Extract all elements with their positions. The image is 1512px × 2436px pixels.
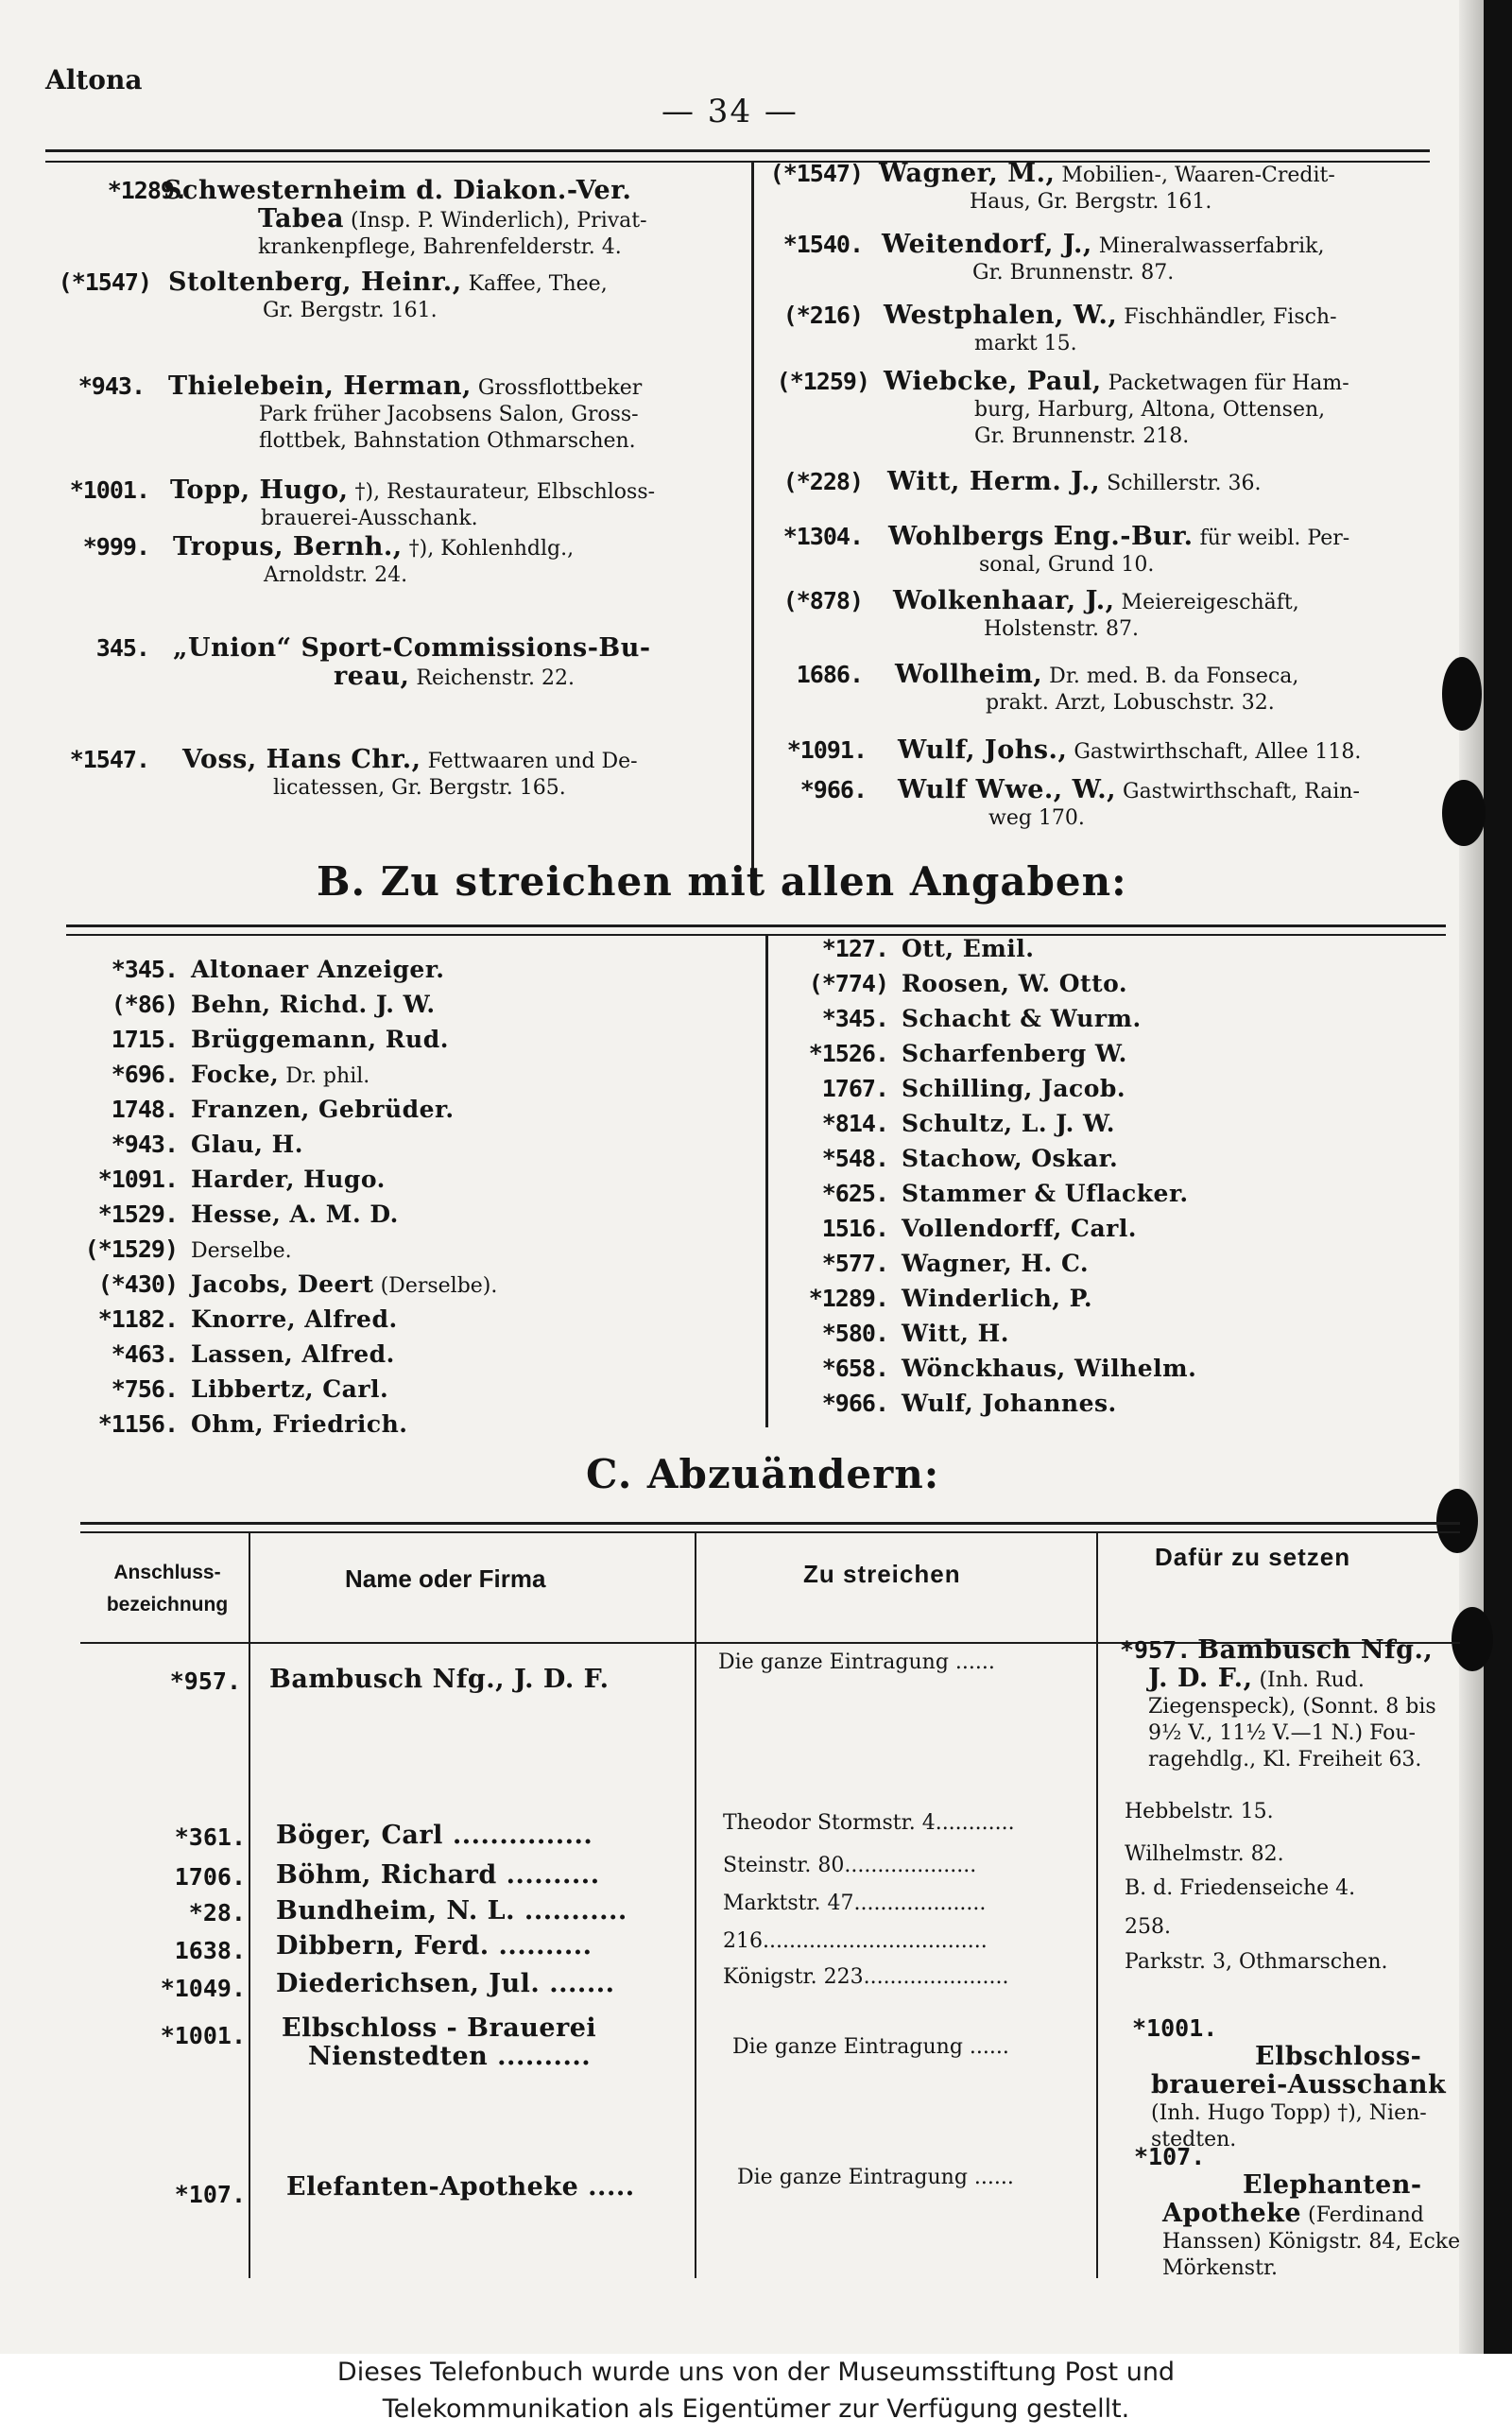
- strike-entry: [756, 1319, 1009, 1351]
- table-col-divider: [249, 1531, 250, 2278]
- row-set: Hebbelstr. 15.: [1125, 1800, 1274, 1823]
- entry-name: Schacht & Wurm.: [902, 1005, 1142, 1032]
- entry-detail: Gr. Brunnenstr. 218.: [974, 424, 1190, 448]
- entry-name: Ohm, Friedrich.: [191, 1410, 408, 1438]
- row-name: Böhm, Richard ..........: [276, 1860, 600, 1890]
- entry-number: *127.: [821, 935, 888, 962]
- entry-name: Roosen, W. Otto.: [902, 970, 1128, 997]
- entry-detail: Haus, Gr. Bergstr. 161.: [970, 190, 1212, 214]
- footer-line-2: Telekommunikation als Eigentümer zur Verfügung gestellt.: [382, 2394, 1130, 2424]
- row-remove: Die ganze Eintragung ......: [737, 2166, 1014, 2189]
- entry-number: *756.: [111, 1375, 178, 1403]
- entry-number: 1767.: [821, 1075, 888, 1102]
- entry-number: (*774): [808, 970, 888, 997]
- entry-name-line2: Tabea: [258, 204, 345, 233]
- entry-detail: Meiereigeschäft,: [1114, 591, 1299, 614]
- entry-number: *548.: [821, 1145, 888, 1172]
- entry-detail: licatessen, Gr. Bergstr. 165.: [273, 776, 566, 800]
- row-number: 1638.: [174, 1937, 246, 1964]
- entry-name: Witt, H.: [902, 1320, 1009, 1347]
- table-col-divider: [1096, 1531, 1098, 2278]
- entry-name: Wulf, Johs.,: [898, 735, 1068, 765]
- entry-number: 1516.: [821, 1215, 888, 1242]
- strike-entry: [45, 1339, 395, 1372]
- entry-name: Wollheim,: [895, 660, 1043, 689]
- entry-name: Franzen, Gebrüder.: [191, 1096, 455, 1123]
- entry-detail: Gr. Bergstr. 161.: [263, 299, 438, 322]
- entry-name: Wiebcke, Paul,: [884, 367, 1102, 396]
- entry-note: Derselbe.: [191, 1239, 292, 1263]
- strike-entry: [45, 1374, 388, 1407]
- strike-entry: [45, 1025, 449, 1057]
- strike-entry: [756, 1004, 1142, 1036]
- row-set: *1001. Elbschloss- brauerei-Ausschank (Inh. Hugo Topp) †), Nien- stedten.: [1132, 2014, 1447, 2151]
- table-col-divider: [695, 1531, 696, 2278]
- strike-entry: [756, 1284, 1092, 1316]
- entry-number: *1547.: [69, 746, 149, 773]
- entry-name: Scharfenberg W.: [902, 1040, 1127, 1067]
- entry-detail: markt 15.: [974, 332, 1077, 355]
- entry-number: *999.: [82, 533, 149, 561]
- entry-detail: Schillerstr. 36.: [1100, 472, 1262, 495]
- entry-detail: †), Kohlenhdlg.,: [402, 537, 575, 561]
- entry-detail: Kaffee, Thee,: [461, 272, 608, 296]
- entry-name: Stoltenberg, Heinr.,: [168, 268, 462, 297]
- strike-entry: [45, 1409, 407, 1442]
- entry-name: Wohlbergs Eng.-Bur.: [888, 522, 1194, 551]
- row-name: Elefanten-Apotheke .....: [286, 2172, 635, 2202]
- entry-detail: flottbek, Bahnstation Othmarschen.: [259, 429, 636, 453]
- entry-number: *966.: [799, 776, 867, 803]
- entry-name: Tropus, Bernh.,: [173, 532, 403, 561]
- entry-detail: sonal, Grund 10.: [979, 553, 1155, 577]
- entry-detail: Gastwirthschaft, Allee 118.: [1067, 740, 1362, 764]
- entry-number: (*1529): [84, 1235, 178, 1263]
- entry-name: Voss, Hans Chr.,: [182, 745, 421, 774]
- entry-number: *625.: [821, 1180, 888, 1207]
- entry-note: Dr. phil.: [279, 1064, 370, 1088]
- entry-number: *1091.: [786, 736, 867, 764]
- footer-line-1: Dieses Telefonbuch wurde uns von der Museumsstiftung Post und: [336, 2358, 1176, 2387]
- entry-name: Knorre, Alfred.: [191, 1305, 398, 1333]
- entry-number: *345.: [821, 1005, 888, 1032]
- row-remove: Steinstr. 80....................: [723, 1854, 977, 1877]
- row-number: *361.: [174, 1823, 246, 1851]
- entry-number: *1091.: [97, 1166, 178, 1193]
- strike-entry: [756, 1109, 1115, 1141]
- entry-name: Wagner, M.,: [879, 159, 1056, 188]
- strike-entry: [756, 1039, 1127, 1071]
- entry-detail: Fettwaaren und De-: [421, 750, 638, 773]
- entry-detail: weg 170.: [988, 806, 1085, 830]
- entry-number: *658.: [821, 1355, 888, 1382]
- entry-detail: Dr. med. B. da Fonseca,: [1042, 665, 1299, 688]
- strike-entry: [756, 934, 1035, 966]
- row-name: Elbschloss - Brauerei Nienstedten ..........: [282, 2013, 597, 2071]
- row-number: *1001.: [160, 2022, 246, 2049]
- strike-entry: [756, 1214, 1137, 1246]
- strike-entry: [45, 1270, 497, 1302]
- entry-number: (*228): [782, 468, 863, 495]
- entry-detail: Packetwagen für Ham-: [1101, 371, 1349, 395]
- table-top-rule: [80, 1522, 1460, 1525]
- entry-number: *1182.: [97, 1305, 178, 1333]
- entry-name: Thielebein, Herman,: [168, 371, 472, 401]
- entry-name: Altonaer Anzeiger.: [191, 956, 445, 983]
- strike-entry: [45, 1200, 399, 1232]
- entry-number: 1686.: [796, 661, 863, 688]
- entry-name: Witt, Herm. J.,: [887, 467, 1101, 496]
- entry-number: (*1547): [769, 160, 863, 187]
- row-remove: Theodor Stormstr. 4............: [723, 1811, 1015, 1835]
- row-remove: Die ganze Eintragung ......: [718, 1650, 995, 1674]
- entry-detail: für weibl. Per-: [1193, 527, 1350, 550]
- strike-entry: [756, 969, 1127, 1001]
- running-head: Altona: [45, 64, 143, 95]
- entry-number: *463.: [111, 1340, 178, 1368]
- entry-number: *345.: [111, 956, 178, 983]
- entry-name: Wolkenhaar, J.,: [893, 586, 1115, 615]
- ink-blot: [1436, 1489, 1478, 1553]
- entry-number: *577.: [821, 1250, 888, 1277]
- row-number: 1706.: [174, 1863, 246, 1891]
- top-rule: [45, 149, 1430, 152]
- entry-name: Lassen, Alfred.: [191, 1340, 395, 1368]
- entry-detail: Arnoldstr. 24.: [264, 563, 408, 587]
- entry-name: Behn, Richd. J. W.: [191, 991, 436, 1018]
- entry-name: Winderlich, P.: [902, 1285, 1093, 1312]
- page-edge-shadow: [1459, 0, 1484, 2354]
- header-name: Name oder Firma: [345, 1564, 546, 1593]
- entry-name: Wönckhaus, Wilhelm.: [902, 1355, 1197, 1382]
- entry-name: Hesse, A. M. D.: [191, 1201, 399, 1228]
- header-remove: Zu streichen: [803, 1560, 961, 1588]
- entry-number: 345.: [95, 634, 149, 662]
- entry-name: Westphalen, W.,: [884, 301, 1118, 330]
- entry-name: Stachow, Oskar.: [902, 1145, 1119, 1172]
- entry-detail: Gr. Brunnenstr. 87.: [972, 261, 1175, 285]
- entry-name: „Union“ Sport-Commissions-Bu-: [173, 633, 651, 663]
- entry-name: Glau, H.: [191, 1131, 303, 1158]
- strike-entry: [756, 1179, 1189, 1211]
- row-remove: 216..................................: [723, 1929, 988, 1953]
- entry-name: Topp, Hugo,: [170, 475, 349, 505]
- entry-number: 1715.: [111, 1026, 178, 1053]
- section-c-title: C. Abzuändern:: [586, 1451, 940, 1497]
- entry-number: 1748.: [111, 1096, 178, 1123]
- strike-entry: [45, 990, 436, 1022]
- entry-number: *1304.: [782, 523, 863, 550]
- entry-number: (*1547): [58, 268, 151, 296]
- entry-detail: Park früher Jacobsens Salon, Gross-: [259, 403, 639, 426]
- entry-name: Schilling, Jacob.: [902, 1075, 1126, 1102]
- entry-name: Wulf Wwe., W.,: [898, 775, 1116, 804]
- row-number: *107.: [174, 2181, 246, 2208]
- entry-name: Focke,: [191, 1061, 280, 1088]
- row-name: Diederichsen, Jul. .......: [276, 1969, 615, 1998]
- strike-entry: [45, 1165, 386, 1197]
- entry-detail: Grossflottbeker: [471, 376, 643, 400]
- row-set: *107. Elephanten- Apotheke (Ferdinand Hanssen) Königstr. 84, Ecke Mörkenstr.: [1134, 2143, 1461, 2280]
- header-anschluss: Anschluss- bezeichnung: [106, 1562, 229, 1615]
- strike-entry: [45, 1095, 455, 1127]
- strike-entry: [756, 1389, 1117, 1421]
- entry-number: *966.: [821, 1390, 888, 1417]
- row-remove: Königstr. 223......................: [723, 1965, 1009, 1989]
- entry-number: *943.: [111, 1131, 178, 1158]
- entry-name: Vollendorff, Carl.: [902, 1215, 1138, 1242]
- entry-number: (*1259): [776, 368, 869, 395]
- entry-detail: burg, Harburg, Altona, Ottensen,: [974, 398, 1326, 422]
- entry-name: Jacobs, Deert: [191, 1270, 374, 1298]
- entry-detail: Holstenstr. 87.: [984, 617, 1139, 641]
- row-number: *957.: [169, 1667, 241, 1695]
- entry-number: *1001.: [69, 476, 149, 504]
- entry-note: (Derselbe).: [373, 1274, 498, 1298]
- row-remove: Die ganze Eintragung ......: [732, 2035, 1009, 2059]
- entry-number: *1289.: [808, 1285, 888, 1312]
- entry-number: (*878): [782, 587, 863, 614]
- footer-notice: [0, 2354, 1512, 2436]
- row-set: Wilhelmstr. 82.: [1125, 1842, 1284, 1866]
- entry-name: Ott, Emil.: [902, 935, 1035, 962]
- page-number: — 34 —: [662, 93, 799, 130]
- entry-name: Harder, Hugo.: [191, 1166, 386, 1193]
- row-name: Bundheim, N. L. ...........: [276, 1896, 627, 1926]
- header-set: Dafür zu setzen: [1155, 1543, 1351, 1571]
- table-top-rule-thin: [80, 1531, 1460, 1533]
- entry-detail: krankenpflege, Bahrenfelderstr. 4.: [258, 235, 622, 259]
- entry-name: Stammer & Uflacker.: [902, 1180, 1189, 1207]
- row-name: Dibbern, Ferd. ..........: [276, 1931, 593, 1961]
- entry-detail: †), Restaurateur, Elbschloss-: [348, 480, 656, 504]
- strike-entry: [756, 1249, 1089, 1281]
- section-b-rule: [66, 924, 1446, 927]
- entry-detail: Gastwirthschaft, Rain-: [1116, 780, 1360, 803]
- strike-entry: [45, 955, 444, 987]
- entry-detail: prakt. Arzt, Lobuschstr. 32.: [986, 691, 1275, 715]
- entry-number: (*86): [111, 991, 178, 1018]
- strike-entry: [45, 1060, 369, 1092]
- entry-number: *1156.: [97, 1410, 178, 1438]
- entry-detail: brauerei-Ausschank.: [261, 507, 478, 530]
- entry-name: Wagner, H. C.: [902, 1250, 1090, 1277]
- entry-detail: Fischhändler, Fisch-: [1117, 305, 1337, 329]
- entry-name: Wulf, Johannes.: [902, 1390, 1117, 1417]
- entry-number: *1526.: [808, 1040, 888, 1067]
- row-number: *1049.: [160, 1975, 246, 2002]
- entry-number: *696.: [111, 1061, 178, 1088]
- row-number: *28.: [188, 1899, 246, 1926]
- strike-entry: [756, 1144, 1118, 1176]
- entry-number: *814.: [821, 1110, 888, 1137]
- entry-detail: (Insp. P. Winderlich), Privat-: [344, 209, 647, 233]
- entry-name: Libbertz, Carl.: [191, 1375, 389, 1403]
- entry-name-line2: reau,: [334, 662, 410, 691]
- strike-entry: [45, 1130, 303, 1162]
- entry-number: *580.: [821, 1320, 888, 1347]
- entry-name: Brüggemann, Rud.: [191, 1026, 449, 1053]
- entry-name: Schwesternheim d. Diakon.-Ver.: [163, 176, 632, 205]
- row-name: Bambusch Nfg., J. D. F.: [269, 1665, 610, 1694]
- section-b-title: B. Zu streichen mit allen Angaben:: [317, 858, 1127, 905]
- page-edge: [1484, 0, 1512, 2354]
- row-remove: Marktstr. 47....................: [723, 1892, 987, 1915]
- entry-name: Schultz, L. J. W.: [902, 1110, 1115, 1137]
- entry-number: (*430): [97, 1270, 178, 1298]
- entry-number: *1540.: [782, 231, 863, 258]
- entry-number: *943.: [77, 372, 145, 400]
- entry-number: (*216): [782, 302, 863, 329]
- row-name: Böger, Carl ...............: [276, 1821, 593, 1850]
- row-set: 258.: [1125, 1915, 1171, 1939]
- strike-entry: [45, 1304, 398, 1337]
- row-set: B. d. Friedenseiche 4.: [1125, 1876, 1356, 1900]
- entry-name: Weitendorf, J.,: [882, 230, 1092, 259]
- entry-number: *1289.: [107, 177, 187, 204]
- entry-detail: Mineralwasserfabrik,: [1091, 234, 1325, 258]
- strike-entry: [45, 1235, 292, 1267]
- row-set: Parkstr. 3, Othmarschen.: [1125, 1950, 1388, 1974]
- strike-entry: [756, 1354, 1196, 1386]
- entry-detail: Reichenstr. 22.: [409, 666, 575, 690]
- entry-detail: Mobilien-, Waaren-Credit-: [1055, 164, 1335, 187]
- strike-entry: [756, 1074, 1125, 1106]
- entry-number: *1529.: [97, 1201, 178, 1228]
- row-set: *957. Bambusch Nfg., J. D. F., (Inh. Rud. Ziegenspeck), (Sonnt. 8 bis 9½ V., 11½ V.—1 N.) Fou- ragehdlg., Kl. Freiheit 63.: [1120, 1635, 1436, 1771]
